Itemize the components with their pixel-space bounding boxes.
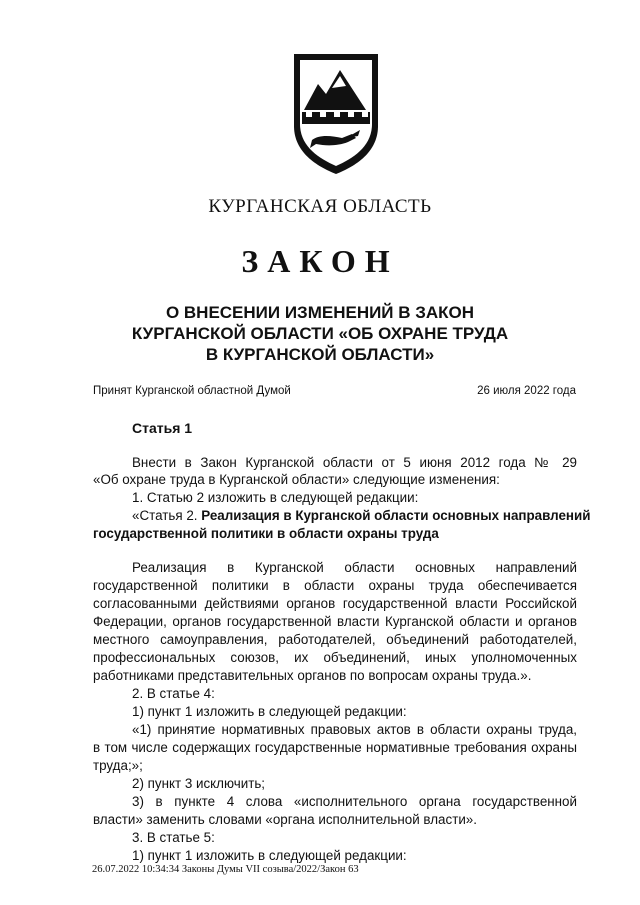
body-line: профессиональных союзов, их объединений, иных уполномоченных bbox=[93, 650, 577, 665]
subtitle-line: О ВНЕСЕНИИ ИЗМЕНЕНИЙ В ЗАКОН bbox=[165, 303, 475, 322]
body-line: согласованными действиями органов государственной власти Российской bbox=[93, 596, 577, 611]
subtitle-line: В КУРГАНСКОЙ ОБЛАСТИ» bbox=[205, 345, 435, 364]
body-line: Реализация в Курганской области основных направлений bbox=[132, 560, 577, 575]
body-line: местного самоуправления, работодателей, объединений работодателей, bbox=[93, 632, 577, 647]
footer-meta: 26.07.2022 10:34:34 Законы Думы VII созыва/2022/Закон 63 bbox=[92, 864, 359, 875]
body-line: «Об охране труда в Курганской области» следующие изменения: bbox=[93, 472, 500, 487]
article-title-bold: государственной политики в области охраны труда bbox=[93, 526, 439, 541]
body-line: 2. В статье 4: bbox=[132, 686, 215, 701]
body-line: «1) принятие нормативных правовых актов в области охраны труда, bbox=[132, 722, 577, 737]
body-line: 3) в пункте 4 слова «исполнительного органа государственной bbox=[132, 794, 577, 809]
body-line: 1) пункт 1 изложить в следующей редакции: bbox=[132, 848, 407, 863]
body-line-plain: «Статья 2. bbox=[132, 508, 202, 523]
subtitle-line: КУРГАНСКОЙ ОБЛАСТИ «ОБ ОХРАНЕ ТРУДА bbox=[131, 324, 509, 343]
document-type-title: ЗАКОН bbox=[241, 243, 399, 279]
body-line bbox=[132, 508, 591, 524]
adopted-by: Принят Курганской областной Думой bbox=[93, 385, 291, 397]
body-line: Внести в Закон Курганской области от 5 июня 2012 года № 29 bbox=[132, 455, 577, 470]
body-line: власти» заменить словами «органа исполнительной власти». bbox=[93, 812, 477, 827]
region-name: КУРГАНСКАЯ ОБЛАСТЬ bbox=[208, 196, 432, 217]
body-line: Федерации, органов государственной власти Курганской области и органов bbox=[93, 614, 577, 629]
body-line: труда;»; bbox=[93, 758, 143, 773]
body-line: работниками представительных органов по вопросам охраны труда.». bbox=[93, 668, 532, 683]
coat-of-arms-icon bbox=[286, 48, 386, 178]
body-line: 1. Статью 2 изложить в следующей редакции: bbox=[132, 490, 419, 505]
body-line: 1) пункт 1 изложить в следующей редакции: bbox=[132, 704, 407, 719]
adopted-date: 26 июля 2022 года bbox=[477, 385, 576, 397]
body-line: государственной политики в области охраны труда обеспечивается bbox=[93, 578, 577, 593]
body-line: 2) пункт 3 исключить; bbox=[132, 776, 266, 791]
body-line: 3. В статье 5: bbox=[132, 830, 215, 845]
article-title-bold: Реализация в Курганской области основных направлений bbox=[201, 508, 591, 523]
law-subtitle bbox=[0, 302, 640, 365]
article-heading: Статья 1 bbox=[132, 420, 193, 436]
body-line: в том числе содержащих государственные нормативные требования охраны bbox=[93, 740, 577, 755]
